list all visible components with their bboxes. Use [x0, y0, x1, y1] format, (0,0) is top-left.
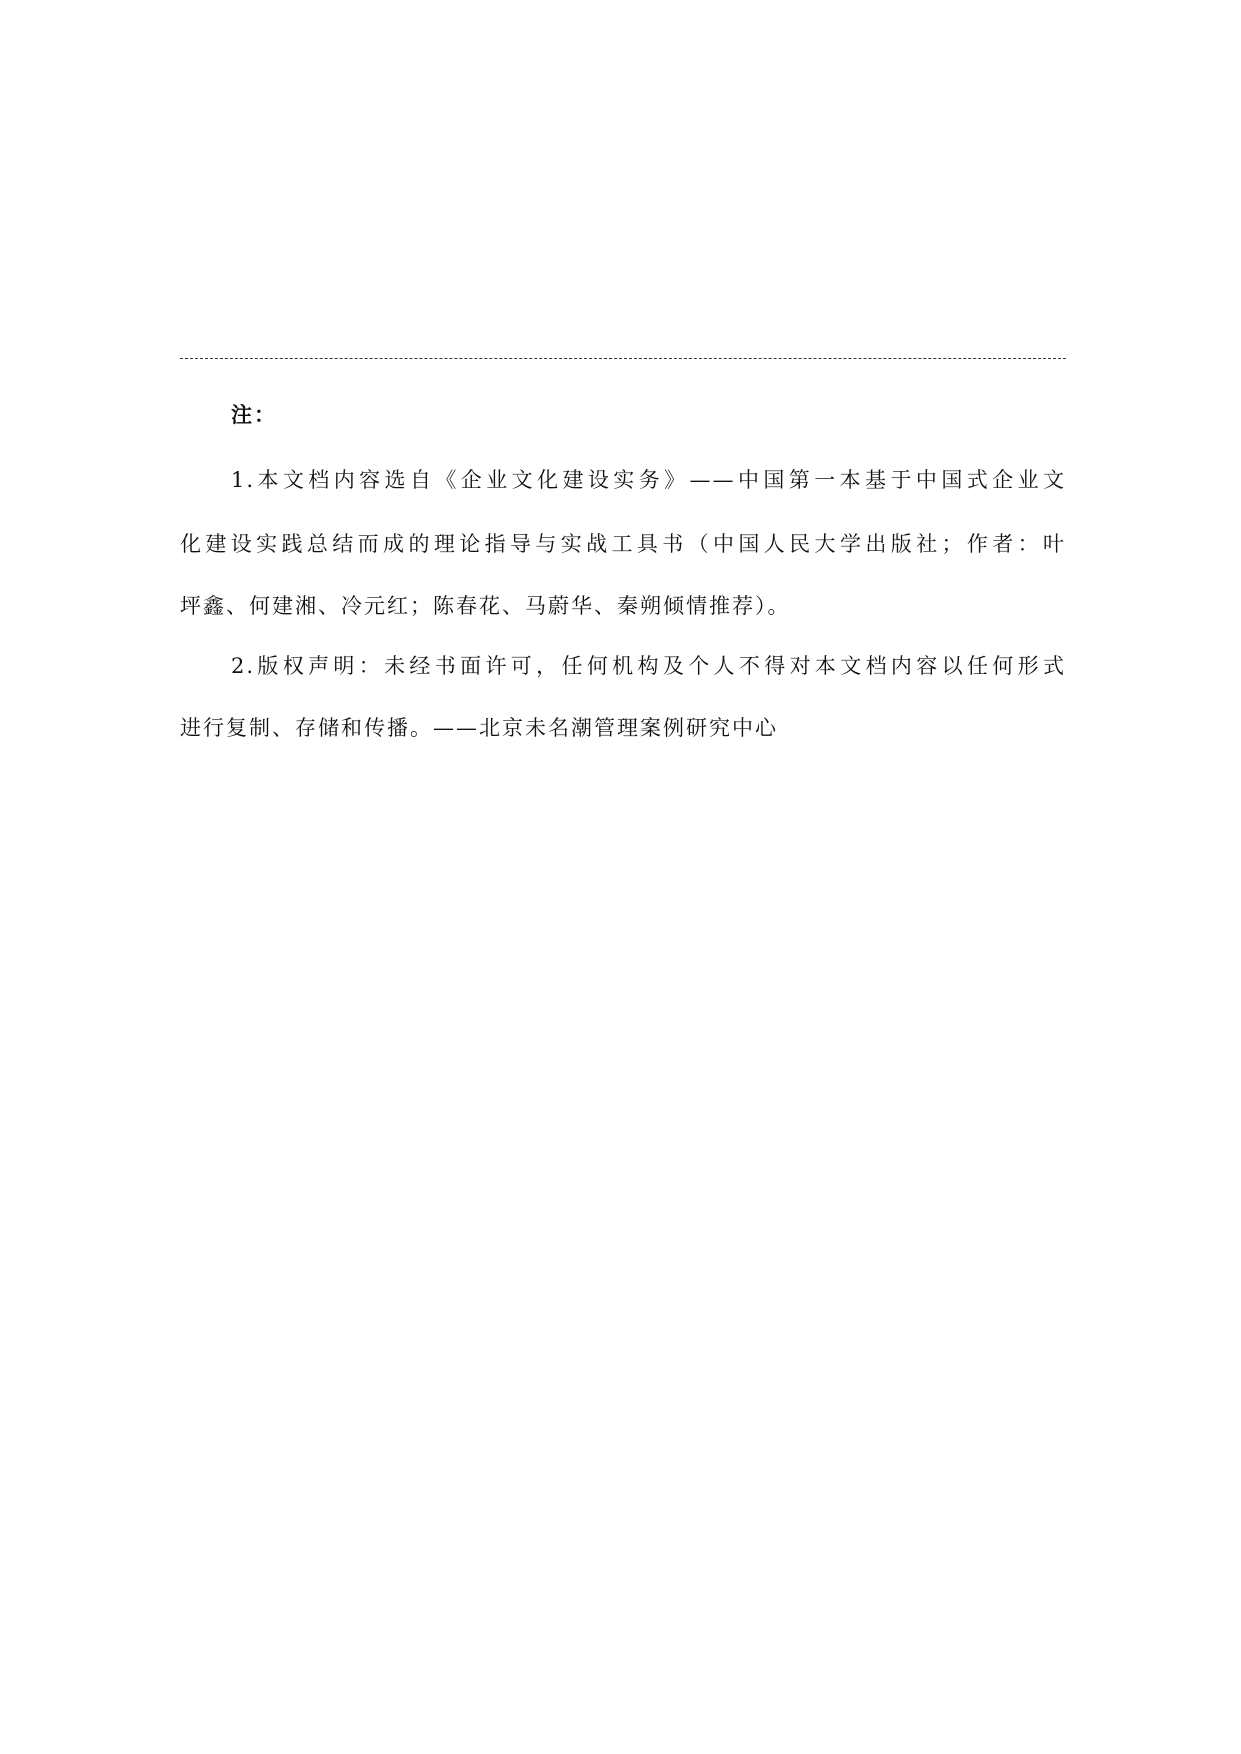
- note-item-1-line-2: 化建设实践总结而成的理论指导与实战工具书（中国人民大学出版社；作者：叶: [180, 532, 1066, 556]
- separator-line: [180, 358, 1066, 359]
- note-item-1-line-3: 坪鑫、何建湘、冷元红；陈春花、马蔚华、秦朔倾情推荐）。: [180, 594, 791, 618]
- note-label: 注：: [231, 402, 277, 427]
- note-item-1-line-1: 1.本文档内容选自《企业文化建设实务》——中国第一本基于中国式企业文: [231, 468, 1066, 492]
- note-item-2-line-1: 2.版权声明：未经书面许可，任何机构及个人不得对本文档内容以任何形式: [231, 654, 1066, 678]
- note-item-2-line-2: 进行复制、存储和传播。——北京未名潮管理案例研究中心: [180, 716, 778, 740]
